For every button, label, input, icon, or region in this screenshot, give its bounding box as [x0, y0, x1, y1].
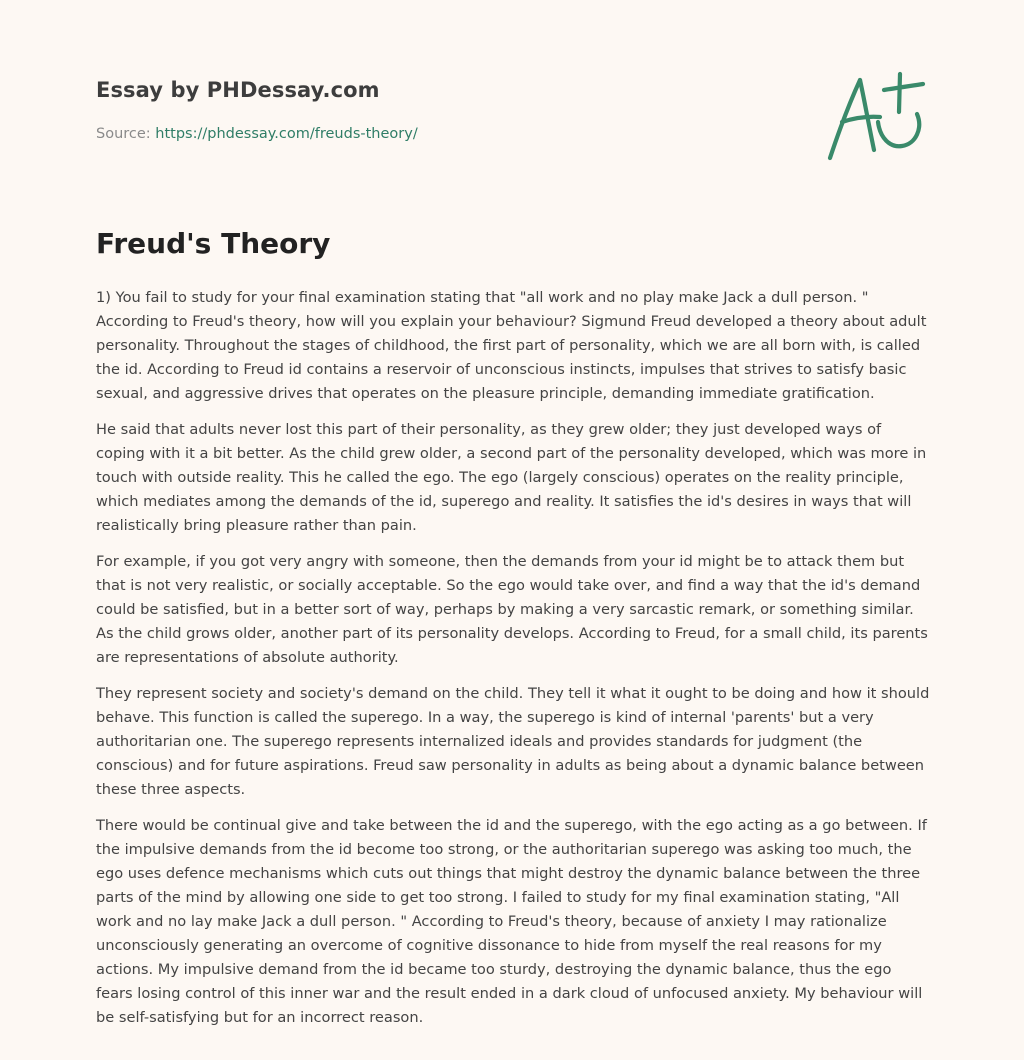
essay-body — [96, 286, 930, 1042]
essay-header — [96, 76, 736, 144]
essay-paragraph: He said that adults never lost this part of their personality, as they grew older; they just developed ways of coping with it a bit better. As the child grew older, a second part of the personality developed, which was more in touch with outside reality. This he called the ego. The ego (largely conscious) operates on the reality principle, which mediates among the demands of the id, superego and reality. It satisfies the id's desires in ways that will realistically bring pleasure rather than pain. — [96, 421, 927, 534]
source-label: Source: — [96, 126, 156, 142]
a-plus-logo-icon — [820, 66, 930, 166]
brand-title: Essay by PHDessay.com — [96, 78, 380, 102]
source-link[interactable]: https://phdessay.com/freuds-theory/ — [155, 126, 418, 142]
source-line — [96, 124, 736, 144]
essay-paragraph: For example, if you got very angry with someone, then the demands from your id might be to attack them but that is not very realistic, or socially acceptable. So the ego would take over, and find a way that the id's demand could be satisfied, but in a better sort of way, perhaps by making a very sarcastic remark, or something similar. As the child grows older, another part of its personality develops. According to Freud, for a small child, its parents are representations of absolute authority. — [96, 553, 928, 666]
essay-title: Freud's Theory — [96, 227, 331, 260]
essay-paragraph: 1) You fail to study for your final examination stating that "all work and no play make Jack a dull person. " According to Freud's theory, how will you explain your behaviour? Sigmund Freud developed a theory about adult personality. Throughout the stages of childhood, the first part of personality, which we are all born with, is called the id. According to Freud id contains a reservoir of unconscious instincts, impulses that strives to satisfy basic sexual, and aggressive drives that operates on the pleasure principle, demanding immediate gratification. — [96, 289, 927, 402]
essay-paragraph: They represent society and society's demand on the child. They tell it what it ought to be doing and how it should behave. This function is called the superego. In a way, the superego is kind of internal 'parents' but a very authoritarian one. The superego represents internalized ideals and provides standards for judgment (the conscious) and for future aspirations. Freud saw personality in adults as being about a dynamic balance between these three aspects. — [96, 685, 930, 798]
essay-paragraph: There would be continual give and take between the id and the superego, with the ego acting as a go between. If the impulsive demands from the id become too strong, or the authoritarian superego was asking too much, the ego uses defence mechanisms which cuts out things that might destroy the dynamic balance between the three parts of the mind by allowing one side to get too strong. I failed to study for my final examination stating, "All work and no lay make Jack a dull person. " According to Freud's theory, because of anxiety I may rationalize unconsciously generating an overcome of cognitive dissonance to hide from myself the real reasons for my actions. My impulsive demand from the id became too sturdy, destroying the dynamic balance, thus the ego fears losing control of this inner war and the result ended in a dark cloud of unfocused anxiety. My behaviour will be self-satisfying but for an incorrect reason. — [96, 817, 927, 1026]
